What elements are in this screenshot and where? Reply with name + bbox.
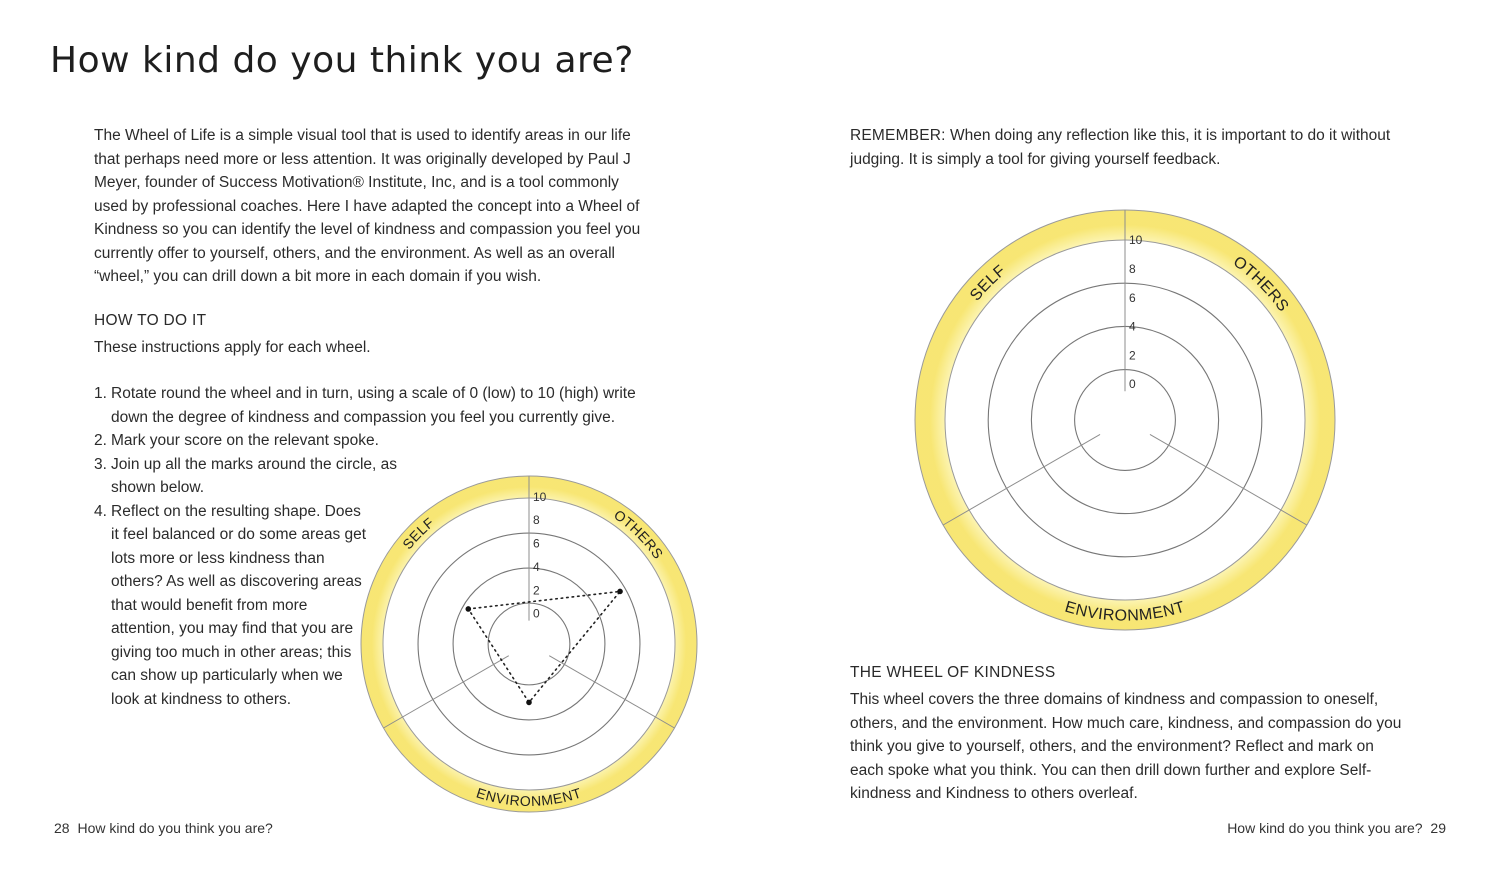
page-title: How kind do you think you are? bbox=[50, 40, 634, 81]
segment-label-text: ENVIRONMENT bbox=[1062, 598, 1188, 625]
segment-label-text: OTHERS bbox=[1229, 253, 1292, 316]
remember-note bbox=[850, 124, 1410, 171]
instruction-step-1 bbox=[94, 382, 651, 429]
footer-left bbox=[50, 820, 273, 836]
segment-label-text: SELF bbox=[399, 514, 438, 553]
wheel-tick-label: 4 bbox=[1129, 319, 1136, 334]
how-to-subtitle: These instructions apply for each wheel. bbox=[94, 339, 371, 356]
score-mark bbox=[617, 589, 623, 595]
page-number: 29 bbox=[1430, 820, 1446, 836]
footer-right bbox=[1227, 820, 1450, 836]
blank-wheel-chart bbox=[913, 208, 1337, 632]
wheel-of-kindness-heading: THE WHEEL OF KINDNESS bbox=[850, 664, 1056, 681]
segment-label-text: OTHERS bbox=[611, 506, 667, 562]
segment-label-text: SELF bbox=[967, 262, 1010, 305]
step-text: Mark your score on the relevant spoke. bbox=[111, 432, 379, 449]
wheel-tick-label: 8 bbox=[1129, 262, 1136, 276]
remember-text: When doing any reflection like this, it is important to do it without judging. It is simply a tool for giving yourself feedback. bbox=[850, 127, 1391, 168]
step-text: Join up all the marks around the circle, as shown below. bbox=[111, 455, 398, 496]
wheel-tick-label: 8 bbox=[533, 513, 540, 528]
example-wheel-chart bbox=[359, 474, 699, 814]
wheel-of-kindness-text: This wheel covers the three domains of kindness and compassion to oneself, others, and the environment. How much care, kindness, and compassion do you think you give to yourself, others, and the environment? Reflect and mark on each spoke what you think. You can then drill down further and explore Self-kindness and Kindness to others overleaf. bbox=[850, 691, 1402, 802]
wheel-tick-label: 0 bbox=[1129, 377, 1136, 392]
score-mark bbox=[526, 700, 532, 706]
step-number: 4. bbox=[94, 502, 107, 520]
step-text: Rotate round the wheel and in turn, using a scale of 0 (low) to 10 (high) write down the degree of kindness and compassion you feel you currently give. bbox=[111, 385, 636, 426]
intro-paragraph: The Wheel of Life is a simple visual tool that is used to identify areas in our life that perhaps need more or less attention. It was originally developed by Paul J Meyer, founder of Success Motivation® Institute, Inc, and is a tool commonly used by professional coaches. Here I have adapted the concept into a Wheel of Kindness so you can identify the level of kindness and compassion you feel you currently offer to yourself, others, and the environment. As well as an overall “wheel,” you can drill down a bit more in each domain if you wish. bbox=[94, 127, 641, 285]
instruction-step-2 bbox=[94, 429, 651, 453]
how-to-heading: HOW TO DO IT bbox=[94, 312, 207, 329]
step-text: Reflect on the resulting shape. Does it feel balanced or do some areas get lots more or less kindness than others? As well as discovering areas that would benefit from more attention, you may find that you are giving too much in other areas; this can show up particularly when we look at kindness to others. bbox=[111, 502, 367, 708]
wheel-tick-label: 2 bbox=[1129, 348, 1136, 363]
running-title: How kind do you think you are? bbox=[77, 820, 273, 836]
wheel-tick-label: 4 bbox=[533, 559, 540, 574]
score-mark bbox=[466, 606, 472, 612]
wheel-tick-label: 2 bbox=[533, 583, 540, 598]
page-number: 28 bbox=[54, 820, 70, 836]
wheel-tick-label: 0 bbox=[533, 606, 540, 621]
wheel-tick-label: 6 bbox=[533, 536, 540, 551]
instruction-step-3 bbox=[94, 453, 403, 500]
running-title: How kind do you think you are? bbox=[1227, 820, 1423, 836]
wheel-tick-label: 10 bbox=[533, 489, 547, 504]
instruction-step-4 bbox=[94, 500, 369, 712]
step-number: 1. bbox=[94, 385, 107, 402]
remember-lead: REMEMBER: bbox=[850, 127, 946, 144]
wheel-tick-label: 10 bbox=[1129, 233, 1143, 248]
wheel-tick-label: 6 bbox=[1129, 290, 1136, 305]
step-number: 3. bbox=[94, 455, 107, 473]
step-number: 2. bbox=[94, 432, 107, 449]
segment-label-text: ENVIRONMENT bbox=[474, 784, 584, 809]
